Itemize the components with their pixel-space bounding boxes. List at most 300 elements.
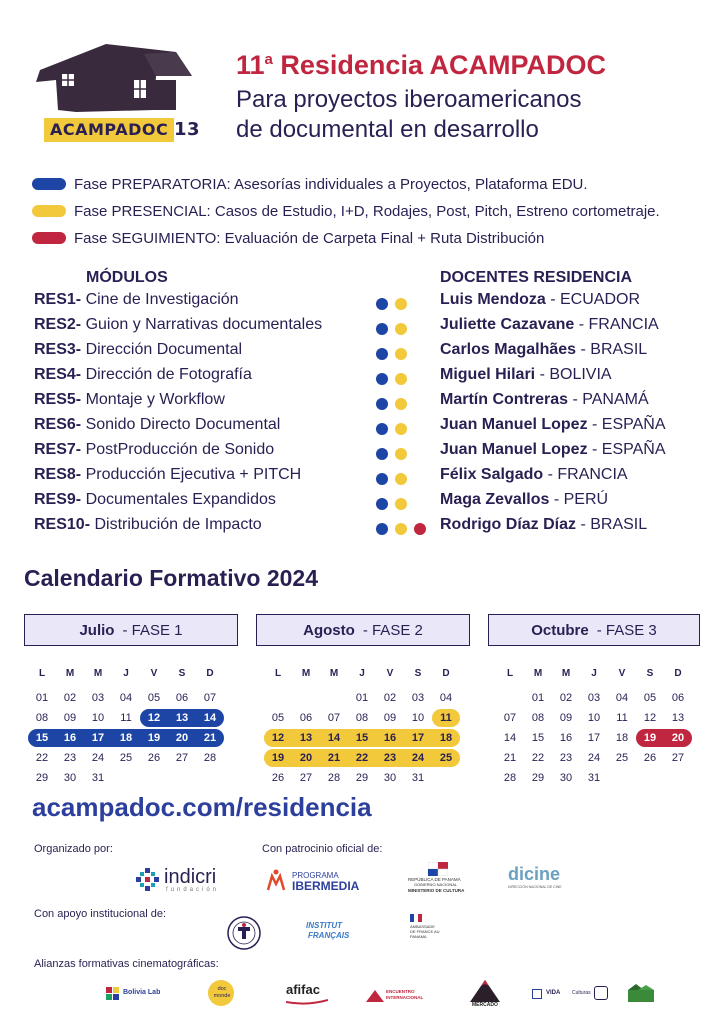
week-row — [28, 768, 228, 788]
teachers-header: DOCENTES RESIDENCIA — [440, 269, 633, 286]
teacher-row — [440, 341, 666, 366]
module-row — [34, 391, 322, 416]
module-code: RES3- — [34, 341, 82, 358]
calendar-day: 02 — [559, 692, 573, 704]
week-row — [496, 748, 696, 768]
main-title — [236, 50, 606, 81]
calendar-day: 06 — [671, 692, 685, 704]
calendar-day: 19 — [643, 732, 657, 744]
calendar-day: 26 — [271, 772, 285, 784]
weekday-label: S — [414, 668, 422, 679]
calendar-day: 06 — [175, 692, 189, 704]
calendar-day: 10 — [91, 712, 105, 724]
acampadoc-logo — [36, 40, 201, 145]
teacher-country: - BOLIVIA — [535, 366, 612, 383]
title-main: Residencia ACAMPADOC — [272, 50, 606, 80]
weekday-label: D — [674, 668, 682, 679]
docmonde-logo — [208, 980, 234, 1006]
calendar-day: 16 — [559, 732, 573, 744]
teacher-country: - ESPAÑA — [587, 416, 666, 433]
calendar-day: 18 — [119, 732, 133, 744]
calendar-day — [112, 768, 140, 788]
indicri-text: indicri — [164, 866, 217, 888]
weekday-header — [264, 664, 464, 684]
module-name: PostProducción de Sonido — [81, 441, 275, 458]
calendar-day: 23 — [383, 752, 397, 764]
calendar-day: 30 — [559, 772, 573, 784]
bolivia-lab-text: Bolivia Lab — [123, 989, 161, 996]
month-name: Octubre — [531, 621, 589, 639]
teacher-country: - BRASIL — [576, 341, 648, 358]
subtitle-line-1: Para proyectos iberoamericanos — [236, 86, 582, 113]
calendar-day: 01 — [35, 692, 49, 704]
calendar-day: 09 — [63, 712, 77, 724]
calendar-day: 13 — [175, 712, 189, 724]
calendar-day: 21 — [503, 752, 517, 764]
calendar-day: 19 — [271, 752, 285, 764]
week-row — [264, 768, 464, 788]
calendar-day — [432, 768, 460, 788]
weekday-label: J — [591, 668, 597, 679]
month-header-octubre — [488, 614, 700, 646]
weekday-label: L — [274, 668, 282, 679]
calendar-day: 09 — [383, 712, 397, 724]
module-dots — [376, 391, 433, 416]
calendar-day: 17 — [91, 732, 105, 744]
calendar-day: 22 — [355, 752, 369, 764]
apoyo-label: Con apoyo institucional de: — [34, 908, 167, 920]
calendar-day: 30 — [63, 772, 77, 784]
teacher-name: Luis Mendoza — [440, 291, 546, 308]
calendar-day: 13 — [299, 732, 313, 744]
module-row — [34, 341, 322, 366]
calendar-day: 15 — [355, 732, 369, 744]
calendar-day — [140, 768, 168, 788]
logo-number: 13 — [174, 119, 201, 140]
subtitle-line-2: de documental en desarrollo — [236, 116, 539, 143]
calendar-day: 13 — [671, 712, 685, 724]
weekday-label: L — [506, 668, 514, 679]
calendar-day: 16 — [383, 732, 397, 744]
blue-dot-icon — [376, 373, 388, 385]
calendar-day: 26 — [643, 752, 657, 764]
module-code: RES4- — [34, 366, 82, 383]
culturas-text: Culturas — [572, 990, 591, 996]
calendar-day: 18 — [439, 732, 453, 744]
weekday-label: M — [533, 668, 543, 679]
module-dots — [376, 491, 433, 516]
teacher-country: - FRANCIA — [574, 316, 659, 333]
teacher-row — [440, 291, 666, 316]
phase-seguimiento — [32, 227, 544, 249]
modules-list — [34, 291, 322, 541]
calendar-day: 25 — [615, 752, 629, 764]
module-row — [34, 441, 322, 466]
calendar-day: 30 — [383, 772, 397, 784]
module-name: Producción Ejecutiva + PITCH — [81, 466, 302, 483]
calendar-day: 01 — [355, 692, 369, 704]
calendar-day: 04 — [615, 692, 629, 704]
calendar-day — [292, 688, 320, 708]
indicri-sub: fundación — [166, 887, 220, 893]
teacher-row — [440, 391, 666, 416]
calendar-day — [168, 768, 196, 788]
weekday-label: M — [561, 668, 571, 679]
mercado-logo — [470, 978, 500, 1010]
bolivia-lab-logo — [106, 984, 162, 1004]
blue-dot-icon — [376, 323, 388, 335]
calendar-day: 09 — [559, 712, 573, 724]
vida-text: VIDA — [546, 990, 561, 996]
dicine-logo — [508, 864, 568, 892]
module-row — [34, 366, 322, 391]
module-code: RES6- — [34, 416, 82, 433]
module-name: Cine de Investigación — [81, 291, 239, 308]
week-row — [496, 688, 696, 708]
calendar-day: 02 — [63, 692, 77, 704]
week-row — [28, 708, 228, 728]
calendar-day: 08 — [531, 712, 545, 724]
teacher-country: - ESPAÑA — [587, 441, 666, 458]
calendar-day: 28 — [327, 772, 341, 784]
encuentro-text: ENCUENTRO INTERNACIONAL — [386, 989, 424, 1000]
blue-dot-icon — [376, 398, 388, 410]
calendar-day: 24 — [587, 752, 601, 764]
module-code: RES5- — [34, 391, 82, 408]
module-dots — [376, 366, 433, 391]
calendar-day: 10 — [411, 712, 425, 724]
indicri-logo — [136, 866, 246, 894]
blue-dot-icon — [376, 473, 388, 485]
module-code: RES10- — [34, 516, 91, 533]
bolivia-lab-mark-icon — [106, 987, 120, 1001]
teacher-row — [440, 366, 666, 391]
calendar-day: 11 — [120, 712, 132, 724]
website-link[interactable]: acampadoc.com/residencia — [32, 792, 372, 822]
phase-text: Fase SEGUIMIENTO: Evaluación de Carpeta Final + Ruta Distribución — [74, 229, 545, 247]
week-row — [28, 688, 228, 708]
calendar-day: 15 — [35, 732, 49, 744]
calendar-day: 31 — [91, 772, 105, 784]
yellow-dot-icon — [395, 473, 407, 485]
teacher-name: Juan Manuel Lopez — [440, 441, 588, 458]
calendar-day: 10 — [587, 712, 601, 724]
blue-dot-icon — [376, 448, 388, 460]
module-name: Dirección de Fotografía — [81, 366, 252, 383]
dicine-text: dicine — [508, 864, 561, 884]
teacher-name: Miguel Hilari — [440, 366, 536, 383]
green-partner-logo — [628, 984, 654, 1006]
yellow-dot-icon — [395, 498, 407, 510]
yellow-dot-icon — [395, 423, 407, 435]
logo-caption — [44, 118, 201, 142]
teacher-country: - FRANCIA — [543, 466, 628, 483]
calendar-day — [320, 688, 348, 708]
title-prefix: 11 — [236, 50, 265, 80]
logo-text: ACAMPADOC — [50, 120, 169, 139]
month-phase: - FASE 2 — [362, 621, 423, 639]
calendar-day: 23 — [559, 752, 573, 764]
calendar-day: 17 — [587, 732, 601, 744]
calendar-day: 25 — [439, 752, 453, 764]
calendar-day: 11 — [440, 712, 452, 724]
week-row — [28, 748, 228, 768]
calendar-day: 31 — [587, 772, 601, 784]
calendar-day: 27 — [175, 752, 189, 764]
panama-line-1: REPÚBLICA DE PANAMÁ — [408, 877, 461, 882]
phase-presencial — [32, 200, 660, 222]
afifac-text: afifac — [286, 982, 320, 997]
teacher-row — [440, 466, 666, 491]
calendar-day: 08 — [35, 712, 49, 724]
calendar-day: 06 — [299, 712, 313, 724]
teacher-name: Martín Contreras — [440, 391, 569, 408]
week-row — [264, 748, 464, 768]
weekday-label: S — [646, 668, 654, 679]
teacher-country: - PERÚ — [549, 491, 609, 508]
afifac-underline-icon — [286, 999, 328, 1005]
weekday-label: M — [93, 668, 103, 679]
module-row — [34, 516, 322, 541]
weekday-label: J — [123, 668, 129, 679]
cabin-icon — [36, 40, 196, 120]
institut-line-1: INSTITUT — [306, 921, 342, 930]
modules-header: MÓDULOS — [86, 269, 168, 286]
calendar-day: 21 — [203, 732, 217, 744]
ambassade-text: AMBASSADE DE FRANCE AU PANAMA — [410, 924, 440, 939]
ibermedia-text: IBERMEDIA — [292, 879, 360, 893]
week-row — [496, 728, 696, 748]
teacher-name: Carlos Magalhães — [440, 341, 577, 358]
calendar-day: 03 — [91, 692, 105, 704]
weekday-label: M — [301, 668, 311, 679]
calendar-day: 04 — [439, 692, 453, 704]
calendar-day: 14 — [327, 732, 341, 744]
calendar-day: 29 — [531, 772, 545, 784]
seal-icon — [224, 915, 264, 951]
ibermedia-logo — [266, 867, 376, 893]
calendar-day: 26 — [147, 752, 161, 764]
panama-ministerio-logo — [404, 862, 474, 896]
month-phase: - FASE 3 — [596, 621, 657, 639]
module-dots — [376, 341, 433, 366]
ibermedia-programa: PROGRAMA — [292, 871, 339, 880]
yellow-dot-icon — [395, 448, 407, 460]
module-code: RES1- — [34, 291, 82, 308]
calendar-day: 14 — [503, 732, 517, 744]
calendar-day — [496, 688, 524, 708]
module-name: Dirección Documental — [81, 341, 243, 358]
red-pill-icon — [32, 232, 66, 244]
calendar-day: 03 — [411, 692, 425, 704]
calendar-day: 29 — [35, 772, 49, 784]
phase-preparatoria — [32, 173, 588, 195]
calendar-day: 04 — [119, 692, 133, 704]
calendar-day: 07 — [327, 712, 341, 724]
weekday-label: D — [206, 668, 214, 679]
module-code: RES8- — [34, 466, 82, 483]
panama-line-3: MINISTERIO DE CULTURA — [408, 888, 465, 893]
blue-dot-icon — [376, 423, 388, 435]
calendar-day: 12 — [147, 712, 161, 724]
month-name: Agosto — [303, 621, 355, 639]
calendar-agosto — [264, 664, 464, 788]
weekday-header — [496, 664, 696, 684]
calendar-day: 21 — [327, 752, 341, 764]
weekday-label: M — [329, 668, 339, 679]
module-dots — [376, 466, 433, 491]
weekday-label: L — [38, 668, 46, 679]
calendar-day: 07 — [503, 712, 517, 724]
week-row — [28, 728, 228, 748]
module-dots — [376, 441, 433, 466]
module-dots — [376, 291, 433, 316]
calendar-day: 27 — [671, 752, 685, 764]
encuentro-internacional-logo — [366, 986, 430, 1006]
calendar-day: 20 — [299, 752, 313, 764]
emblem-icon — [532, 989, 542, 999]
weekday-label: J — [359, 668, 365, 679]
module-row — [34, 291, 322, 316]
organizado-label: Organizado por: — [34, 843, 113, 855]
calendar-day: 02 — [383, 692, 397, 704]
module-name: Documentales Expandidos — [81, 491, 276, 508]
calendar-day: 14 — [203, 712, 217, 724]
module-code: RES9- — [34, 491, 82, 508]
calendar-day — [264, 688, 292, 708]
month-header-julio — [24, 614, 238, 646]
weekday-header — [28, 664, 228, 684]
calendar-day: 05 — [147, 692, 161, 704]
calendar-day: 08 — [355, 712, 369, 724]
teacher-name: Maga Zevallos — [440, 491, 550, 508]
teacher-country: - ECUADOR — [545, 291, 641, 308]
calendar-day: 31 — [411, 772, 425, 784]
module-name: Montaje y Workflow — [81, 391, 225, 408]
calendar-day: 05 — [271, 712, 285, 724]
yellow-dot-icon — [395, 298, 407, 310]
calendar-day — [636, 768, 664, 788]
calendar-day: 19 — [147, 732, 161, 744]
weekday-label: D — [442, 668, 450, 679]
calendar-julio — [28, 664, 228, 788]
teacher-row — [440, 416, 666, 441]
blue-pill-icon — [32, 178, 66, 190]
module-dots — [376, 316, 433, 341]
calendar-day: 23 — [63, 752, 77, 764]
weekday-label: V — [150, 668, 158, 679]
teachers-list — [440, 291, 666, 541]
calendar-day: 01 — [531, 692, 545, 704]
calendar-day: 28 — [503, 772, 517, 784]
calendar-day: 29 — [355, 772, 369, 784]
calendar-day: 20 — [175, 732, 189, 744]
partner-emblem-logo — [594, 986, 608, 1000]
calendar-day — [608, 768, 636, 788]
teacher-name: Juliette Cazavane — [440, 316, 575, 333]
indicri-mark-icon — [136, 868, 160, 892]
phase-text: Fase PRESENCIAL: Casos de Estudio, I+D, Rodajes, Post, Pitch, Estreno cortometraje. — [74, 202, 660, 220]
institut-line-2: FRANÇAIS — [308, 931, 350, 940]
teacher-name: Félix Salgado — [440, 466, 544, 483]
module-row — [34, 416, 322, 441]
module-name: Distribución de Impacto — [90, 516, 262, 533]
teacher-name: Rodrigo Díaz Díaz — [440, 516, 577, 533]
module-name: Sonido Directo Documental — [81, 416, 281, 433]
teacher-row — [440, 441, 666, 466]
calendar-day: 20 — [671, 732, 685, 744]
panama-flag-icon — [428, 862, 448, 876]
mercado-text: MERCADO — [472, 1002, 498, 1008]
week-row — [264, 688, 464, 708]
teacher-row — [440, 316, 666, 341]
calendar-day: 25 — [119, 752, 133, 764]
calendar-day: 24 — [411, 752, 425, 764]
encuentro-mark-icon — [366, 990, 384, 1002]
mercado-mountain-icon — [470, 978, 500, 1002]
patrocinio-label: Con patrocinio oficial de: — [262, 843, 383, 855]
calendar-day: 15 — [531, 732, 545, 744]
teacher-name: Juan Manuel Lopez — [440, 416, 588, 433]
yellow-dot-icon — [395, 398, 407, 410]
calendar-day: 07 — [203, 692, 217, 704]
calendar-day: 05 — [643, 692, 657, 704]
calendar-day: 18 — [615, 732, 629, 744]
module-row — [34, 466, 322, 491]
blue-dot-icon — [376, 523, 388, 535]
calendar-day — [664, 768, 692, 788]
month-header-agosto — [256, 614, 470, 646]
calendar-day: 12 — [271, 732, 285, 744]
yellow-dot-icon — [395, 348, 407, 360]
calendar-day — [196, 768, 224, 788]
yellow-dot-icon — [395, 373, 407, 385]
teacher-row — [440, 491, 666, 516]
institut-francais-logo — [306, 919, 356, 945]
ibermedia-mark-icon — [266, 869, 286, 891]
yellow-dot-icon — [395, 323, 407, 335]
calendar-day: 17 — [411, 732, 425, 744]
phase-text: Fase PREPARATORIA: Asesorías individuales a Proyectos, Plataforma EDU. — [74, 175, 588, 193]
calendar-day: 11 — [616, 712, 628, 724]
calendar-octubre — [496, 664, 696, 788]
yellow-dot-icon — [395, 523, 407, 535]
alianzas-label: Alianzas formativas cinematográficas: — [34, 958, 219, 970]
module-dots — [376, 416, 433, 441]
calendar-day: 22 — [531, 752, 545, 764]
module-row — [34, 316, 322, 341]
calendar-day: 03 — [587, 692, 601, 704]
calendar-title: Calendario Formativo 2024 — [24, 565, 318, 591]
module-phase-dots — [376, 291, 433, 541]
calendar-day: 27 — [299, 772, 313, 784]
calendar-day: 24 — [91, 752, 105, 764]
ambassade-france-logo — [410, 914, 450, 946]
weekday-label: S — [178, 668, 186, 679]
module-code: RES7- — [34, 441, 82, 458]
weekday-label: V — [386, 668, 394, 679]
week-row — [496, 708, 696, 728]
teacher-country: - PANAMÁ — [568, 391, 649, 408]
docmonde-text: doc monde — [213, 986, 231, 999]
module-row — [34, 491, 322, 516]
seal-logo — [224, 915, 264, 951]
panama-line-2: GOBIERNO NACIONAL — [414, 882, 458, 887]
calendar-day: 12 — [643, 712, 657, 724]
weekday-label: M — [65, 668, 75, 679]
blue-dot-icon — [376, 348, 388, 360]
week-row — [264, 728, 464, 748]
